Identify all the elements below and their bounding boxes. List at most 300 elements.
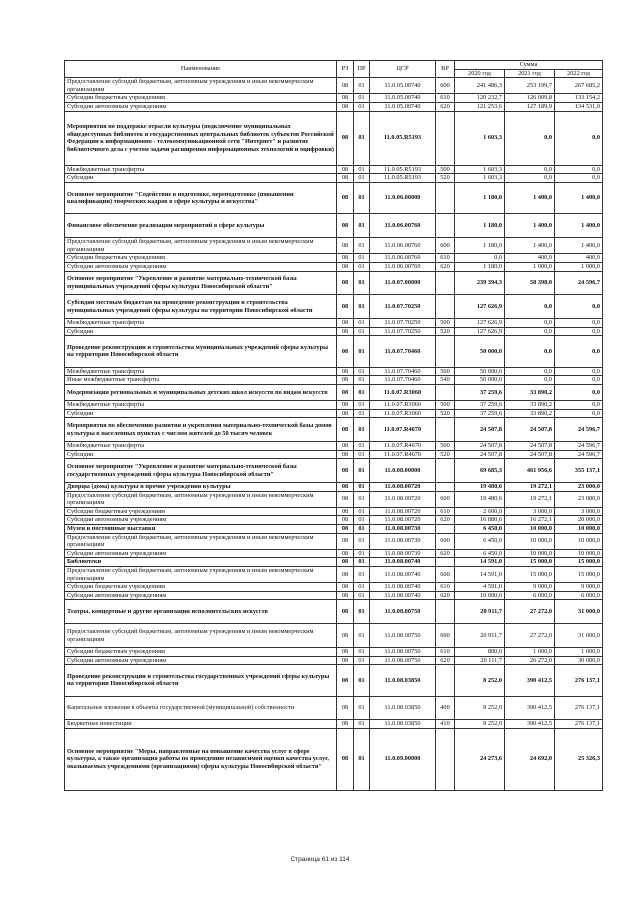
- cell-rz: 08: [337, 182, 354, 213]
- cell-name: Межбюджетные трансферты: [65, 401, 337, 410]
- cell-pr: 01: [354, 483, 370, 492]
- cell-pr: 01: [354, 182, 370, 213]
- cell-y2020: 1 180,0: [455, 262, 505, 271]
- cell-rz: 08: [337, 384, 354, 400]
- cell-rz: 08: [337, 409, 354, 418]
- cell-y2022: 6 000,0: [555, 591, 603, 600]
- cell-y2021: 19 272,1: [505, 491, 555, 507]
- cell-y2020: 2 600,0: [455, 507, 505, 516]
- cell-pr: 01: [354, 102, 370, 111]
- cell-csr: 11.0.08.00720: [370, 507, 436, 516]
- cell-name: Дворцы (дома) культуры и прочие учреждения культуры: [65, 483, 337, 492]
- cell-pr: 01: [354, 647, 370, 656]
- cell-y2021: 0,0: [505, 174, 555, 183]
- cell-csr: 11.0.08.00720: [370, 483, 436, 492]
- table-row: [65, 600, 603, 624]
- cell-y2020: 19 480,6: [455, 483, 505, 492]
- table-row: [65, 174, 603, 183]
- table-row: [65, 367, 603, 376]
- cell-csr: 11.0.06.00000: [370, 182, 436, 213]
- cell-name: Предоставление субсидий бюджетным, автономным учреждениям и иным некоммерческим организациям: [65, 238, 337, 254]
- cell-vr: 600: [436, 624, 455, 648]
- cell-rz: 08: [337, 647, 354, 656]
- cell-y2021: 390 412,5: [505, 696, 555, 720]
- cell-y2022: 31 000,0: [555, 600, 603, 624]
- table-row: [65, 376, 603, 385]
- cell-vr: 600: [436, 566, 455, 582]
- cell-pr: 01: [354, 384, 370, 400]
- cell-name: Субсидии: [65, 327, 337, 336]
- cell-y2020: 0,0: [455, 254, 505, 263]
- table-row: [65, 238, 603, 254]
- cell-rz: 08: [337, 214, 354, 238]
- table-row: [65, 336, 603, 367]
- cell-pr: 01: [354, 728, 370, 790]
- cell-name: Проведение реконструкции и строительства муниципальных учреждений сферы культуры на территории Новосибирской области: [65, 336, 337, 367]
- cell-y2022: 31 000,0: [555, 624, 603, 648]
- cell-y2022: 267 685,2: [555, 78, 603, 94]
- cell-name: Музеи и постоянные выставки: [65, 524, 337, 533]
- cell-y2021: 33 890,2: [505, 401, 555, 410]
- cell-vr: [436, 214, 455, 238]
- cell-y2020: 4 591,0: [455, 583, 505, 592]
- cell-pr: 01: [354, 524, 370, 533]
- cell-y2021: 1 400,0: [505, 214, 555, 238]
- cell-csr: 11.0.08.00000: [370, 459, 436, 483]
- cell-vr: 600: [436, 533, 455, 549]
- cell-y2020: 37 259,6: [455, 384, 505, 400]
- cell-name: Библиотеки: [65, 558, 337, 567]
- cell-y2020: 6 450,0: [455, 524, 505, 533]
- cell-pr: 01: [354, 418, 370, 442]
- table-row: [65, 656, 603, 665]
- cell-vr: 620: [436, 656, 455, 665]
- cell-vr: 500: [436, 401, 455, 410]
- cell-y2020: 24 507,8: [455, 418, 505, 442]
- cell-vr: 620: [436, 591, 455, 600]
- budget-table: [64, 60, 603, 791]
- cell-y2022: 15 000,0: [555, 558, 603, 567]
- cell-pr: 01: [354, 507, 370, 516]
- header-2022: 2022 год: [555, 69, 603, 78]
- cell-name: Капитальные вложения в объекты государственной (муниципальной) собственности: [65, 696, 337, 720]
- cell-name: Модернизация региональных и муниципальных детских школ искусств по видам искусств: [65, 384, 337, 400]
- cell-rz: 08: [337, 728, 354, 790]
- cell-pr: 01: [354, 409, 370, 418]
- cell-name: Субсидии бюджетным учреждениям: [65, 583, 337, 592]
- cell-vr: 500: [436, 367, 455, 376]
- cell-pr: 01: [354, 262, 370, 271]
- table-row: [65, 254, 603, 263]
- cell-y2022: 20 000,0: [555, 516, 603, 525]
- cell-y2021: 33 890,2: [505, 384, 555, 400]
- cell-pr: 01: [354, 214, 370, 238]
- cell-y2022: 23 000,0: [555, 491, 603, 507]
- cell-y2022: 0,0: [555, 111, 603, 165]
- cell-y2021: 9 000,0: [505, 583, 555, 592]
- cell-y2020: 8 252,0: [455, 720, 505, 729]
- cell-y2021: 1 400,0: [505, 238, 555, 254]
- cell-csr: 11.0.07.70460: [370, 376, 436, 385]
- cell-vr: 600: [436, 78, 455, 94]
- budget-sheet: [64, 60, 602, 791]
- cell-rz: 08: [337, 583, 354, 592]
- cell-y2021: 24 507,8: [505, 442, 555, 451]
- cell-y2022: 0,0: [555, 336, 603, 367]
- cell-rz: 08: [337, 696, 354, 720]
- table-row: [65, 483, 603, 492]
- cell-y2022: 1 400,0: [555, 182, 603, 213]
- cell-y2020: 1 180,0: [455, 238, 505, 254]
- cell-vr: [436, 524, 455, 533]
- cell-pr: 01: [354, 591, 370, 600]
- cell-rz: 08: [337, 174, 354, 183]
- cell-y2020: 24 507,8: [455, 450, 505, 459]
- cell-y2020: 1 603,3: [455, 174, 505, 183]
- cell-y2020: 127 626,9: [455, 327, 505, 336]
- cell-y2020: 239 394,3: [455, 271, 505, 295]
- cell-pr: 01: [354, 367, 370, 376]
- cell-pr: 01: [354, 558, 370, 567]
- header-sum: Сумма: [455, 61, 603, 70]
- cell-vr: [436, 271, 455, 295]
- cell-y2020: 8 252,0: [455, 665, 505, 696]
- cell-rz: 08: [337, 376, 354, 385]
- header-rz: РЗ: [337, 61, 354, 78]
- cell-name: Предоставление субсидий бюджетным, автономным учреждениям и иным некоммерческим организациям: [65, 78, 337, 94]
- table-row: [65, 271, 603, 295]
- cell-y2021: 15 000,0: [505, 566, 555, 582]
- cell-y2021: 253 199,7: [505, 78, 555, 94]
- cell-rz: 08: [337, 533, 354, 549]
- cell-csr: 11.0.06.00760: [370, 254, 436, 263]
- cell-pr: 01: [354, 600, 370, 624]
- table-row: [65, 401, 603, 410]
- cell-y2021: 10 000,0: [505, 524, 555, 533]
- cell-name: Иные межбюджетные трансферты: [65, 376, 337, 385]
- cell-vr: 520: [436, 450, 455, 459]
- cell-name: Субсидии автономным учреждениям: [65, 262, 337, 271]
- cell-y2020: 1 603,3: [455, 111, 505, 165]
- page-footer: Страница 61 из 114: [290, 856, 350, 863]
- cell-name: Основное мероприятие "Меры, направленные на повышение качества услуг в сфере культуры, а также организация работы по проведению независимой оценки качества услуг, оказываемых учреждениями (организациями) сферы культуры Новосибирской области": [65, 728, 337, 790]
- cell-pr: 01: [354, 78, 370, 94]
- cell-csr: 11.0.09.00000: [370, 728, 436, 790]
- cell-y2021: 390 412,5: [505, 720, 555, 729]
- cell-rz: 08: [337, 491, 354, 507]
- cell-rz: 08: [337, 102, 354, 111]
- cell-y2022: 15 000,0: [555, 566, 603, 582]
- cell-y2021: 461 956,6: [505, 459, 555, 483]
- cell-csr: 11.0.06.00760: [370, 238, 436, 254]
- cell-pr: 01: [354, 401, 370, 410]
- cell-y2021: 0,0: [505, 295, 555, 319]
- cell-csr: 11.0.08.00740: [370, 591, 436, 600]
- cell-y2021: 390 412,5: [505, 665, 555, 696]
- cell-name: Субсидии: [65, 174, 337, 183]
- cell-csr: 11.0.07.70250: [370, 295, 436, 319]
- cell-pr: 01: [354, 566, 370, 582]
- cell-pr: 01: [354, 696, 370, 720]
- cell-y2020: 1 180,0: [455, 182, 505, 213]
- cell-y2021: 33 890,2: [505, 409, 555, 418]
- cell-name: Межбюджетные трансферты: [65, 442, 337, 451]
- cell-vr: 610: [436, 94, 455, 103]
- cell-y2020: 121 253,6: [455, 102, 505, 111]
- header-name: Наименование: [65, 61, 337, 78]
- cell-y2022: 25 326,3: [555, 728, 603, 790]
- cell-name: Театры, концертные и другие организации исполнительских искусств: [65, 600, 337, 624]
- cell-y2020: 127 626,9: [455, 295, 505, 319]
- cell-csr: 11.0.07.R4670: [370, 450, 436, 459]
- cell-csr: 11.0.07.R4670: [370, 442, 436, 451]
- table-row: [65, 647, 603, 656]
- cell-name: Мероприятия по поддержке отрасли культуры (подключение муниципальных общедоступных библиотек и государственных центральных библиотек субъектов Российской Федерации к информационно - телекоммуникационной сети "Интернет" и развитие библиотечного дела с учетом задачи расширения информационных технологий и оцифровки): [65, 111, 337, 165]
- cell-rz: 08: [337, 720, 354, 729]
- cell-y2020: 24 273,6: [455, 728, 505, 790]
- table-row: [65, 665, 603, 696]
- cell-name: Субсидии бюджетным учреждениям: [65, 507, 337, 516]
- cell-name: Основное мероприятие "Укрепление и развитие материально-технической базы государственных учреждений сферы культуры Новосибирской области": [65, 459, 337, 483]
- cell-vr: 600: [436, 491, 455, 507]
- table-row: [65, 524, 603, 533]
- cell-pr: 01: [354, 656, 370, 665]
- cell-pr: 01: [354, 295, 370, 319]
- cell-rz: 08: [337, 507, 354, 516]
- cell-vr: 610: [436, 254, 455, 263]
- cell-y2021: 10 000,0: [505, 549, 555, 558]
- cell-y2022: 0,0: [555, 165, 603, 174]
- cell-y2021: 1 400,0: [505, 182, 555, 213]
- header-vr: ВР: [436, 61, 455, 78]
- cell-csr: 11.0.08.03850: [370, 665, 436, 696]
- cell-rz: 08: [337, 401, 354, 410]
- cell-csr: 11.0.08.00740: [370, 583, 436, 592]
- cell-csr: 11.0.08.00750: [370, 624, 436, 648]
- cell-pr: 01: [354, 327, 370, 336]
- cell-csr: 11.0.06.00760: [370, 262, 436, 271]
- cell-vr: 500: [436, 442, 455, 451]
- cell-y2020: 20 111,7: [455, 656, 505, 665]
- cell-rz: 08: [337, 295, 354, 319]
- cell-vr: 620: [436, 262, 455, 271]
- cell-name: Межбюджетные трансферты: [65, 165, 337, 174]
- cell-y2021: 0,0: [505, 319, 555, 328]
- cell-y2020: 10 000,0: [455, 591, 505, 600]
- cell-name: Субсидии: [65, 450, 337, 459]
- cell-y2020: 1 603,3: [455, 165, 505, 174]
- table-row: [65, 418, 603, 442]
- cell-rz: 08: [337, 591, 354, 600]
- cell-name: Мероприятия по обеспечению развития и укрепления материально-технической базы домов культуры в населенных пунктах с числом жителей до 50 тысяч человек: [65, 418, 337, 442]
- cell-rz: 08: [337, 566, 354, 582]
- cell-y2021: 1 000,0: [505, 262, 555, 271]
- cell-y2022: 24 596,7: [555, 450, 603, 459]
- cell-name: Субсидии автономным учреждениям: [65, 102, 337, 111]
- cell-pr: 01: [354, 624, 370, 648]
- cell-vr: 600: [436, 238, 455, 254]
- cell-csr: 11.0.07.70250: [370, 319, 436, 328]
- cell-name: Предоставление субсидий бюджетным, автономным учреждениям и иным некоммерческим организациям: [65, 533, 337, 549]
- cell-y2022: 1 000,0: [555, 647, 603, 656]
- cell-y2022: 30 000,0: [555, 656, 603, 665]
- cell-name: Бюджетные инвестиции: [65, 720, 337, 729]
- cell-y2022: 355 137,1: [555, 459, 603, 483]
- cell-pr: 01: [354, 376, 370, 385]
- cell-vr: 520: [436, 409, 455, 418]
- cell-rz: 08: [337, 367, 354, 376]
- cell-name: Предоставление субсидий бюджетным, автономным учреждениям и иным некоммерческим организациям: [65, 491, 337, 507]
- cell-y2021: 27 272,0: [505, 600, 555, 624]
- cell-y2021: 1 000,0: [505, 647, 555, 656]
- cell-csr: 11.0.08.00720: [370, 516, 436, 525]
- table-row: [65, 720, 603, 729]
- cell-pr: 01: [354, 442, 370, 451]
- cell-vr: [436, 665, 455, 696]
- cell-y2022: 0,0: [555, 376, 603, 385]
- cell-y2022: 3 000,0: [555, 507, 603, 516]
- cell-y2020: 14 591,0: [455, 558, 505, 567]
- cell-pr: 01: [354, 174, 370, 183]
- cell-csr: 11.0.07.R3060: [370, 384, 436, 400]
- cell-name: Субсидии бюджетным учреждениям: [65, 254, 337, 263]
- table-row: [65, 533, 603, 549]
- cell-rz: 08: [337, 600, 354, 624]
- table-row: [65, 549, 603, 558]
- cell-y2021: 27 272,0: [505, 624, 555, 648]
- cell-csr: 11.0.08.00740: [370, 566, 436, 582]
- cell-vr: 400: [436, 696, 455, 720]
- cell-csr: 11.0.07.70460: [370, 367, 436, 376]
- cell-vr: 620: [436, 549, 455, 558]
- cell-pr: 01: [354, 720, 370, 729]
- cell-y2022: 400,0: [555, 254, 603, 263]
- cell-csr: 11.0.08.00730: [370, 533, 436, 549]
- cell-y2020: 37 259,6: [455, 401, 505, 410]
- cell-y2022: 1 000,0: [555, 262, 603, 271]
- cell-y2021: 126 009,8: [505, 94, 555, 103]
- cell-name: Субсидии местным бюджетам на проведение реконструкции и строительства муниципальных учреждений сферы культуры на территории Новосибирской области: [65, 295, 337, 319]
- cell-rz: 08: [337, 624, 354, 648]
- cell-y2022: 0,0: [555, 174, 603, 183]
- cell-rz: 08: [337, 418, 354, 442]
- cell-vr: [436, 558, 455, 567]
- cell-name: Субсидии бюджетным учреждениям: [65, 647, 337, 656]
- cell-y2020: 6 450,0: [455, 549, 505, 558]
- header-2021: 2021 год: [505, 69, 555, 78]
- cell-pr: 01: [354, 665, 370, 696]
- cell-y2021: 24 692,0: [505, 728, 555, 790]
- cell-y2021: 24 507,8: [505, 450, 555, 459]
- cell-vr: [436, 418, 455, 442]
- cell-name: Субсидии: [65, 409, 337, 418]
- cell-rz: 08: [337, 549, 354, 558]
- cell-rz: 08: [337, 262, 354, 271]
- cell-y2021: 3 000,0: [505, 507, 555, 516]
- cell-csr: 11.0.07.R4670: [370, 418, 436, 442]
- cell-y2021: 0,0: [505, 376, 555, 385]
- cell-y2021: 6 000,0: [505, 591, 555, 600]
- cell-name: Проведение реконструкции и строительства государственных учреждений сферы культуры на территории Новосибирской области: [65, 665, 337, 696]
- cell-y2021: 19 272,1: [505, 483, 555, 492]
- cell-y2022: 0,0: [555, 295, 603, 319]
- cell-pr: 01: [354, 111, 370, 165]
- cell-y2021: 0,0: [505, 367, 555, 376]
- table-row: [65, 507, 603, 516]
- cell-csr: 11.0.05.R5193: [370, 165, 436, 174]
- cell-y2021: 0,0: [505, 111, 555, 165]
- cell-pr: 01: [354, 583, 370, 592]
- cell-vr: [436, 384, 455, 400]
- cell-csr: 11.0.05.00740: [370, 78, 436, 94]
- cell-y2020: 8 252,0: [455, 696, 505, 720]
- table-row: [65, 182, 603, 213]
- cell-rz: 08: [337, 336, 354, 367]
- table-row: [65, 214, 603, 238]
- cell-y2022: 10 000,0: [555, 524, 603, 533]
- cell-rz: 08: [337, 327, 354, 336]
- cell-vr: 620: [436, 102, 455, 111]
- cell-y2020: 50 000,0: [455, 367, 505, 376]
- cell-y2020: 14 591,0: [455, 566, 505, 582]
- header-csr: ЦСР: [370, 61, 436, 78]
- cell-csr: 11.0.08.00750: [370, 600, 436, 624]
- cell-vr: [436, 336, 455, 367]
- table-row: [65, 591, 603, 600]
- cell-csr: 11.0.06.00760: [370, 214, 436, 238]
- cell-y2020: 127 626,9: [455, 319, 505, 328]
- cell-rz: 08: [337, 238, 354, 254]
- cell-rz: 08: [337, 319, 354, 328]
- cell-pr: 01: [354, 516, 370, 525]
- cell-name: Основное мероприятие "Содействие в подготовке, переподготовке (повышении квалификации) творческих кадров в сфере культуры и искусства": [65, 182, 337, 213]
- cell-vr: [436, 483, 455, 492]
- cell-csr: 11.0.08.00740: [370, 558, 436, 567]
- cell-y2022: 0,0: [555, 401, 603, 410]
- cell-y2022: 134 531,0: [555, 102, 603, 111]
- header-2020: 2020 год: [455, 69, 505, 78]
- cell-csr: 11.0.08.00720: [370, 491, 436, 507]
- cell-y2020: 19 480,6: [455, 491, 505, 507]
- table-row: [65, 583, 603, 592]
- cell-y2022: 133 154,2: [555, 94, 603, 103]
- cell-y2020: 6 450,0: [455, 533, 505, 549]
- cell-y2021: 400,0: [505, 254, 555, 263]
- cell-csr: 11.0.05.R5193: [370, 174, 436, 183]
- table-row: [65, 728, 603, 790]
- table-row: [65, 558, 603, 567]
- cell-pr: 01: [354, 254, 370, 263]
- cell-name: Межбюджетные трансферты: [65, 367, 337, 376]
- cell-csr: 11.0.07.R3060: [370, 401, 436, 410]
- cell-vr: 410: [436, 720, 455, 729]
- cell-y2022: 0,0: [555, 319, 603, 328]
- cell-pr: 01: [354, 450, 370, 459]
- cell-rz: 08: [337, 450, 354, 459]
- cell-csr: 11.0.07.R3060: [370, 409, 436, 418]
- table-row: [65, 442, 603, 451]
- cell-vr: 610: [436, 583, 455, 592]
- cell-y2020: 16 880,6: [455, 516, 505, 525]
- cell-rz: 08: [337, 483, 354, 492]
- table-row: [65, 295, 603, 319]
- cell-vr: [436, 728, 455, 790]
- cell-y2021: 15 000,0: [505, 558, 555, 567]
- cell-pr: 01: [354, 271, 370, 295]
- cell-name: Субсидии автономным учреждениям: [65, 549, 337, 558]
- cell-y2021: 0,0: [505, 165, 555, 174]
- cell-rz: 08: [337, 665, 354, 696]
